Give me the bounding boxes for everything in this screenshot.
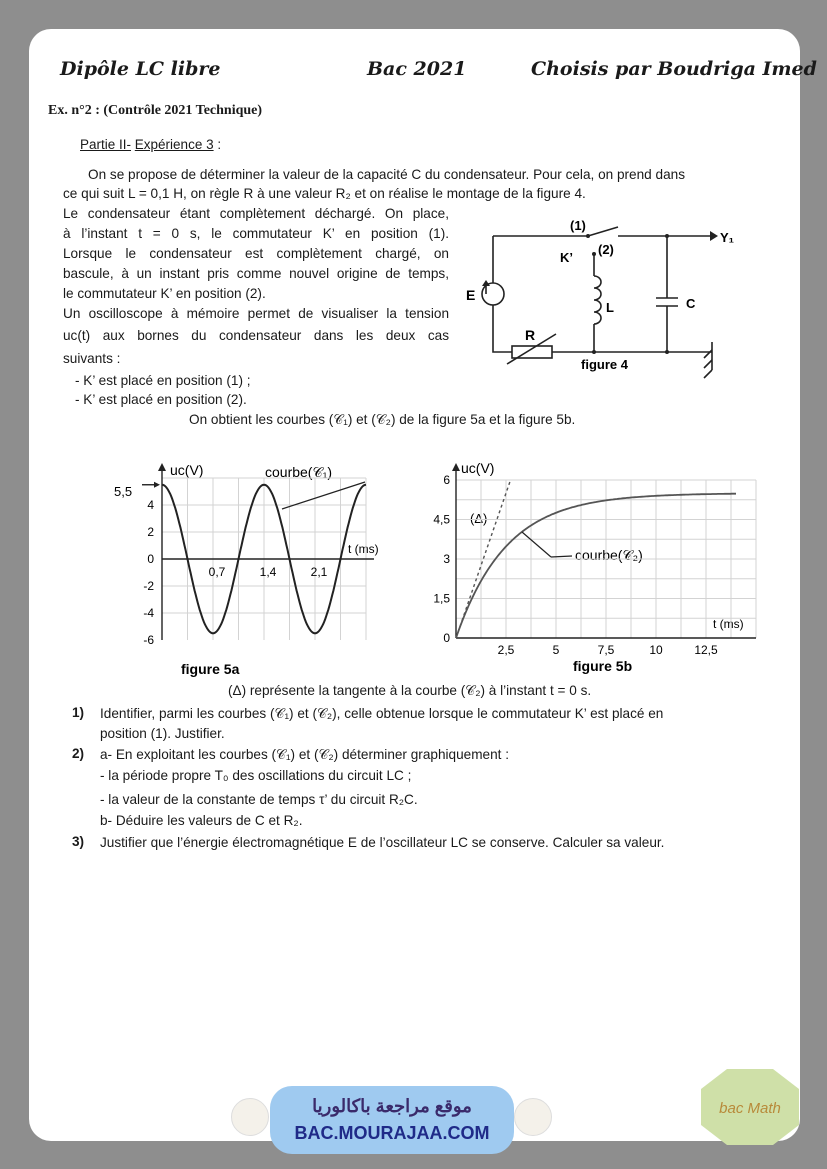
left-line: - K’ est placé en position (2). [75, 392, 247, 407]
header-center: Bac 2021 [367, 58, 467, 80]
fig5a-curve-label: courbe(𝒞₁) [265, 464, 333, 480]
experience-label: Expérience 3 [134, 137, 214, 152]
site-arabic-name: موقع مراجعة باكالوريا [312, 1096, 472, 1116]
school-logo-right [514, 1098, 552, 1136]
left-line: uc(t) aux bornes du condensateur dans les deux cas [63, 328, 449, 343]
left-line: bascule, à un instant pris comme nouvel origine de temps, [63, 266, 449, 281]
switch-label: K’ [560, 250, 573, 265]
fig5b-curve-pointer-2 [522, 532, 551, 557]
figure-5b-chart [415, 455, 780, 680]
fig5a-y-tick-label: 4 [147, 498, 154, 512]
fig5b-y-arrow [452, 463, 460, 471]
question-2a-item-2: - la valeur de la constante de temps τ’ du circuit R₂C. [100, 792, 418, 807]
fig5b-xlabel: t (ms) [713, 617, 744, 631]
figure-5a-chart [100, 455, 400, 680]
fig5b-caption: figure 5b [573, 658, 633, 674]
question-3: Justifier que l’énergie électromagnétique E de l’oscillateur LC se conserve. Calculer sa valeur. [100, 835, 665, 850]
fig5b-curve-label: courbe(𝒞₂) [575, 547, 643, 563]
channel-label: Y₁ [720, 230, 735, 245]
left-line: le commutateur K’ en position (2). [63, 286, 266, 301]
fig5b-y-tick-label: 4,5 [433, 512, 450, 527]
fig5b-curve-pointer [551, 556, 572, 557]
header-right: Choisis par Boudriga Imed [531, 58, 817, 80]
fig5a-y-tick-label: -2 [143, 579, 154, 593]
fig5a-ylabel: uc(V) [170, 462, 204, 478]
capacitor-label: C [686, 296, 696, 311]
intro-line-1: On se propose de déterminer la valeur de la capacité C du condensateur. Pour cela, on prend dans [88, 167, 685, 182]
left-line: Le condensateur étant complètement déchargé. On place, [63, 206, 449, 221]
question-2a-item-1: - la période propre T₀ des oscillations du circuit LC ; [100, 768, 412, 783]
question-1-line-2: position (1). Justifier. [100, 726, 225, 741]
fig5b-x-tick-label: 10 [649, 643, 663, 657]
fig5b-y-tick-label: 6 [443, 473, 450, 487]
site-url[interactable]: BAC.MOURAJAA.COM [294, 1123, 490, 1143]
fig5a-y-tick-label: 0 [147, 552, 154, 566]
fig5a-y-tick-label: -6 [143, 633, 154, 647]
fig5b-ylabel: uc(V) [461, 460, 495, 476]
fig5a-caption: figure 5a [181, 661, 240, 677]
bac-math-logo-text: bac Math [719, 1100, 781, 1117]
header-left: Dipôle LC libre [60, 58, 221, 80]
position-2-label: (2) [598, 242, 614, 257]
fig5a-y-tick-label: 2 [147, 525, 154, 539]
fig5b-x-tick-label: 2,5 [497, 643, 515, 657]
fig5b-x-tick-label: 12,5 [694, 643, 718, 657]
part-label: Partie II- [80, 137, 132, 152]
figure-4-circuit [460, 210, 740, 380]
question-1-line-1: Identifier, parmi les courbes (𝒞₁) et (𝒞₂), celle obtenue lorsque le commutateur K’ est placé en [100, 706, 664, 721]
fig5a-mark-arrowhead [154, 482, 160, 488]
fig5a-x-tick-label: 2,1 [310, 565, 328, 579]
fig5b-y-tick-label: 1,5 [433, 591, 450, 606]
fig5a-x-tick-label: 0,7 [208, 565, 226, 579]
site-badge[interactable] [270, 1086, 514, 1154]
inductor-label: L [606, 300, 614, 315]
intro-line-2: ce qui suit L = 0,1 H, on règle R à une valeur R₂ et on réalise le montage de la figure 4. [63, 186, 586, 201]
exercise-title: Ex. n°2 : (Contrôle 2021 Technique) [48, 103, 263, 118]
fig5b-curve-c2 [456, 494, 736, 638]
fig5b-y-tick-label: 0 [443, 631, 450, 645]
fig5b-y-tick-label: 3 [443, 552, 450, 566]
curves-sentence: On obtient les courbes (𝒞₁) et (𝒞₂) de la figure 5a et la figure 5b. [189, 412, 576, 427]
fig5a-y-arrow [158, 463, 166, 471]
fig5b-x-tick-label: 7,5 [597, 643, 615, 657]
question-1-number: 1) [72, 705, 85, 720]
question-3-number: 3) [72, 834, 85, 849]
source-label: E [466, 287, 476, 303]
fig5b-x-tick-label: 5 [552, 643, 560, 657]
school-logo-left [231, 1098, 269, 1136]
fig5a-x-tick-label: 1,4 [259, 565, 277, 579]
fig5a-xlabel: t (ms) [348, 542, 379, 556]
question-2b: b- Déduire les valeurs de C et R₂. [100, 813, 303, 828]
part-title [80, 137, 221, 152]
figure-4-caption: figure 4 [581, 357, 628, 372]
fig5b-tangent-label: (Δ) [470, 511, 488, 526]
resistor-label: R [525, 327, 536, 343]
bac-math-logo [699, 1067, 801, 1147]
left-line: suivants : [63, 351, 121, 366]
delta-note: (Δ) représente la tangente à la courbe (𝒞₂) à l’instant t = 0 s. [228, 683, 592, 698]
question-2a: a- En exploitant les courbes (𝒞₁) et (𝒞₂) déterminer graphiquement : [100, 747, 509, 762]
fig5a-y-tick-label: -4 [143, 606, 154, 620]
fig5a-mark-label: 5,5 [114, 484, 133, 499]
left-line: Lorsque le condensateur est complètement chargé, on [63, 246, 449, 261]
left-line: à l’instant t = 0 s, le commutateur K’ en position (1). [63, 226, 449, 241]
left-line: Un oscilloscope à mémoire permet de visualiser la tension [63, 306, 449, 321]
position-1-label: (1) [570, 218, 586, 233]
left-line: - K’ est placé en position (1) ; [75, 373, 251, 388]
question-2-number: 2) [72, 746, 85, 761]
part-colon: : [213, 137, 222, 152]
